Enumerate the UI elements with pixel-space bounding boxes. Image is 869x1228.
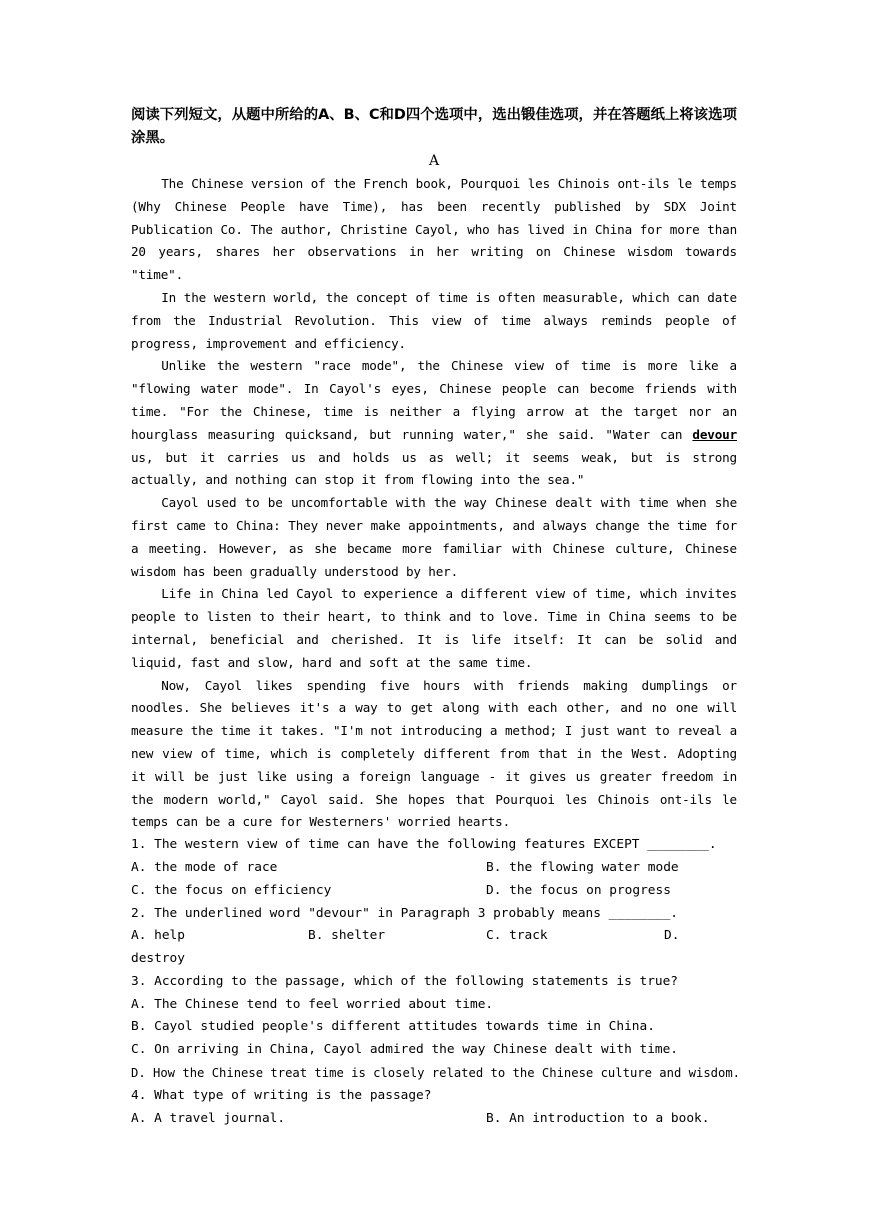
paragraph-6: Now, Cayol likes spending five hours with friends making dumplings or noodles. She believes it's a way to get along with each other, and no one will measure the time it takes. "I'm not introducing a method; I just want to reveal a new view of time, which is completely different from that in the West. Adopting it will be just like using a foreign language - it gives us greater freedom in the modern world," Cayol said. She hopes that Pourquoi les Chinois ont-ils le temps can be a cure for Westerners' worried hearts.	[131, 677, 737, 830]
q2-option-d-text: destroy	[131, 951, 185, 967]
q4-option-a: A. A travel journal.	[131, 1110, 286, 1126]
q3-option-a: A. The Chinese tend to feel worried about time.	[131, 996, 494, 1012]
paragraph-5: Life in China led Cayol to experience a different view of time, which invites people to listen to their heart, to think and to love. Time in China seems to be internal, beneficial and cherished. It is life itself: It can be solid and liquid, fast and slow, hard and soft at the same time.	[131, 586, 737, 670]
q3-option-b: B. Cayol studied people's different attitudes towards time in China.	[131, 1019, 655, 1035]
question-1-stem: 1. The western view of time can have the following features EXCEPT ________.	[131, 837, 717, 853]
q1-option-a: A. the mode of race	[131, 859, 278, 875]
q1-option-b: B. the flowing water mode	[486, 859, 679, 875]
question-1-options-row-1	[131, 857, 737, 880]
question-3-stem: 3. According to the passage, which of the following statements is true?	[131, 973, 679, 989]
question-4-stem: 4. What type of writing is the passage?	[131, 1087, 432, 1103]
question-4-options-row	[131, 1108, 737, 1131]
document-page	[131, 104, 741, 1130]
instructions: 阅读下列短文，从题中所给的A、B、C和D四个选项中，选出锻佳选项，并在答题纸上将该选项涂黑。	[131, 107, 737, 146]
question-2-stem: 2. The underlined word "devour" in Paragraph 3 probably means ________.	[131, 905, 679, 921]
paragraph-3	[131, 355, 737, 492]
paragraph-3-before: Unlike the western "race mode", the Chinese view of time is more like a "flowing water mode". In Cayol's eyes, Chinese people can become friends with time. "For the Chinese, time is neither a flying arrow at the target nor an hourglass measuring quicksand, but running water," she said. "Water can	[131, 358, 737, 442]
paragraph-3-after: us, but it carries us and holds us as well; it seems weak, but is strong actually, and nothing can stop it from flowing into the sea."	[131, 449, 737, 488]
q2-option-b: B. shelter	[308, 928, 386, 944]
q3-option-c: C. On arriving in China, Cayol admired the way Chinese dealt with time.	[131, 1042, 679, 1058]
paragraph-4: Cayol used to be uncomfortable with the way Chinese dealt with time when she first came to China: They never make appointments, and always change the time for a meeting. However, as she became more familiar with Chinese culture, Chinese wisdom has been gradually understood by her.	[131, 495, 737, 579]
paragraph-2: In the western world, the concept of time is often measurable, which can date from the Industrial Revolution. This view of time always reminds people of progress, improvement and efficiency.	[131, 289, 737, 351]
q4-option-b: B. An introduction to a book.	[486, 1110, 710, 1126]
section-title: A	[428, 153, 440, 169]
q2-option-a: A. help	[131, 928, 185, 944]
q2-option-c: C. track	[486, 928, 548, 944]
q2-option-d-label: D.	[664, 928, 680, 944]
underlined-word: devour	[692, 426, 737, 442]
paragraph-1: The Chinese version of the French book, Pourquoi les Chinois ont-ils le temps (Why Chinese People have Time), has been recently published by SDX Joint Publication Co. The author, Christine Cayol, who has lived in China for more than 20 years, shares her observations in her writing on Chinese wisdom towards "time".	[131, 176, 737, 283]
q3-option-d: D. How the Chinese treat time is closely related to the Chinese culture and wisdom.	[131, 1066, 741, 1081]
question-2-options-row	[131, 925, 737, 948]
question-2-options-wrap	[131, 948, 737, 971]
q1-option-d: D. the focus on progress	[486, 882, 671, 898]
q1-option-c: C. the focus on efficiency	[131, 882, 332, 898]
question-1-options-row-2	[131, 880, 737, 903]
